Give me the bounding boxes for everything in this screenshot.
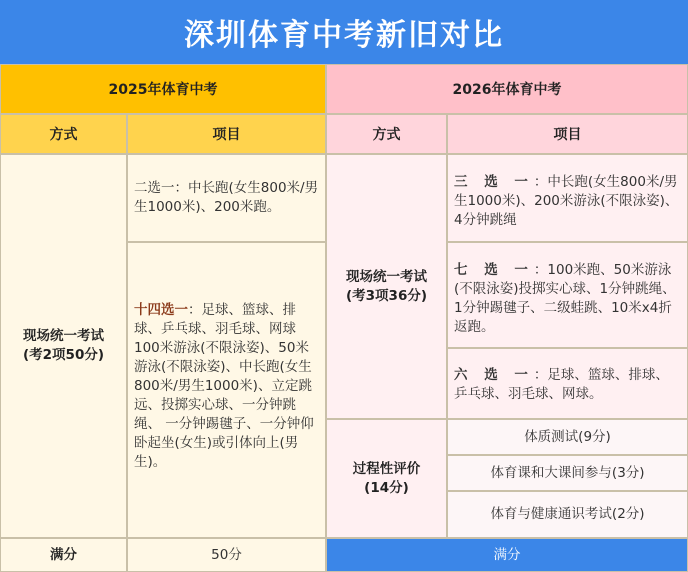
right-itemc-lead: 六 选 一 [454, 367, 534, 383]
left-item-choose-one-of-fourteen [127, 242, 326, 538]
right-method-process-evaluation: 过程性评价 (14分) [326, 419, 447, 538]
right-itemb-text: ：100米跑、50米游泳(不限泳姿)投掷实心球、1分钟跳绳、1分钟踢毽子、二级蛙跳、10米x4折返跑。 [454, 262, 676, 335]
left-full-score-value: 50分 [127, 538, 326, 572]
right-item-choose-one-of-six [447, 348, 688, 419]
right-item-choose-one-of-three [447, 154, 688, 242]
left-item2-text: ：足球、篮球、排球、乒乓球、羽毛球、网球100米游泳(不限泳姿)、50米游泳(不限泳姿)、中长跑(女生800米/男生1000米)、立定跳远、投掷实心球、一分钟跳绳、 一分钟踢毽子、一分钟仰卧起坐(女生)或引体向上(男生)。 [134, 302, 314, 470]
right-method-onsite: 现场统一考试 (考3项36分) [326, 154, 447, 419]
right-col-item-header: 项目 [447, 114, 688, 154]
right-itema-text: ：中长跑(女生800米/男生1000米)、200米游泳(不限泳姿)、4分钟跳绳 [454, 174, 679, 228]
right-itemc-text: ：足球、篮球、排球、乒乓球、羽毛球、网球。 [454, 367, 669, 402]
right-itema-lead: 三 选 一 [454, 174, 534, 190]
page-title: 深圳体育中考新旧对比 [0, 0, 688, 64]
left-item-choose-one-of-two: 二选一：中长跑(女生800米/男生1000米)、200米跑。 [127, 154, 326, 242]
right-col-method-header: 方式 [326, 114, 447, 154]
left-method-onsite: 现场统一考试 (考2项50分) [0, 154, 127, 538]
right-eval-fitness-test: 体质测试(9分) [447, 419, 688, 455]
right-item-choose-one-of-seven [447, 242, 688, 348]
left-col-method-header: 方式 [0, 114, 127, 154]
left-year-header: 2025年体育中考 [0, 64, 326, 114]
right-year-header: 2026年体育中考 [326, 64, 688, 114]
right-full-score-label: 满分 [326, 538, 688, 572]
right-eval-health-knowledge: 体育与健康通识考试(2分) [447, 491, 688, 538]
left-full-score-label: 满分 [0, 538, 127, 572]
left-col-item-header: 项目 [127, 114, 326, 154]
right-itemb-lead: 七 选 一 [454, 262, 534, 278]
left-item2-lead: 十四选一 [134, 302, 188, 318]
right-eval-pe-participation: 体育课和大课间参与(3分) [447, 455, 688, 491]
